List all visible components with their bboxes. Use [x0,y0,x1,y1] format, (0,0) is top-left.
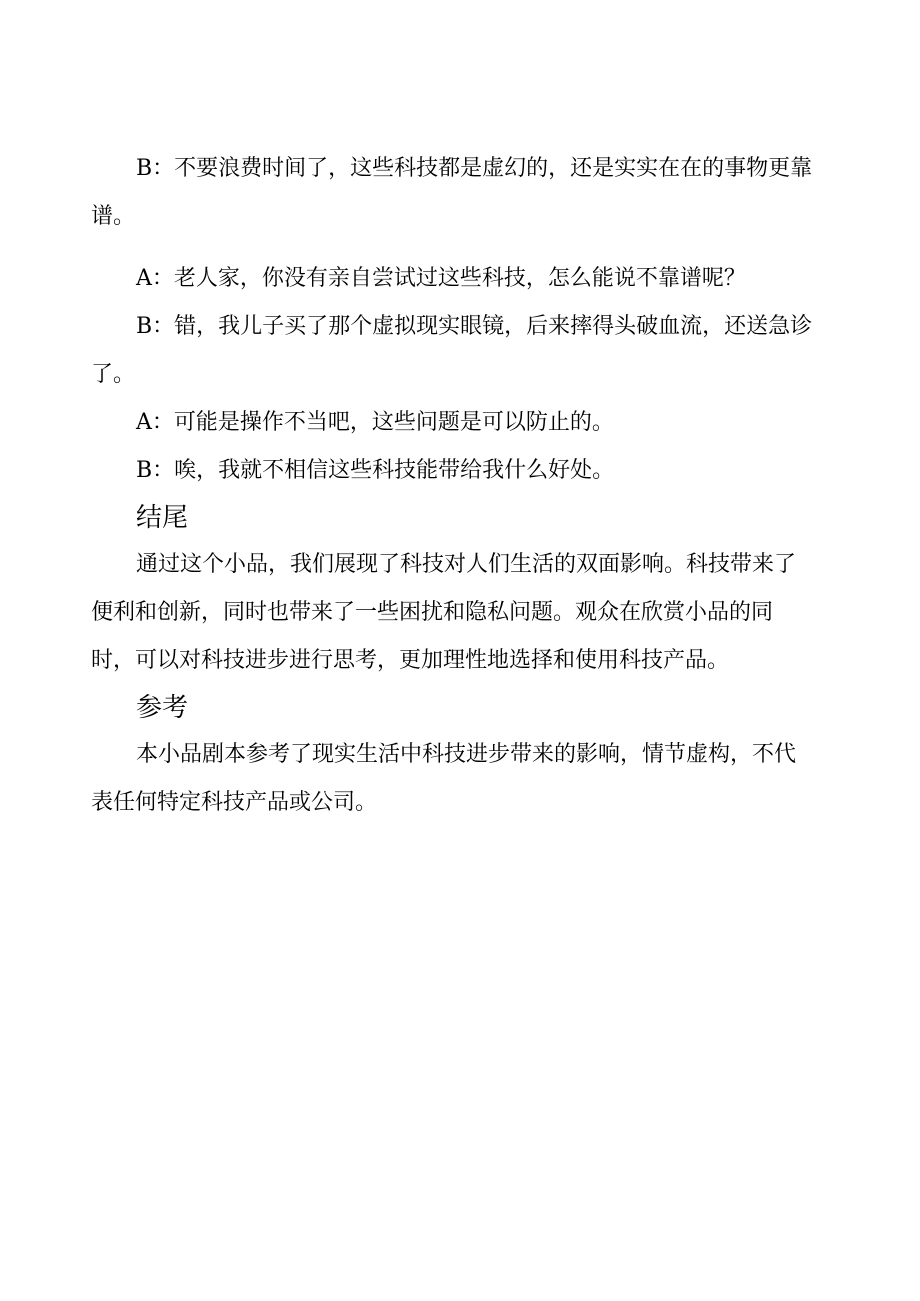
dialogue-line-a2: A：可能是操作不当吧，这些问题是可以防止的。 [136,410,614,435]
reference-heading: 参考 [136,693,189,723]
dialogue-line-b3: B：唉，我就不相信这些科技能带给我什么好处。 [136,458,615,483]
dialogue-line-a1: A：老人家，你没有亲自尝试过这些科技，怎么能说不靠谱呢？ [136,266,746,291]
document-body [91,145,816,827]
ending-paragraph: 通过这个小品，我们展现了科技对人们生活的双面影响。科技带来了便利和创新，同时也带来了一些困扰和隐私问题。观众在欣赏小品的同时，可以对科技进步进行思考，更加理性地选择和使用科技产品。 [91,552,797,673]
reference-paragraph: 本小品剧本参考了现实生活中科技进步带来的影响，情节虚构，不代表任何特定科技产品或公司。 [91,742,797,815]
ending-heading: 结尾 [136,503,189,533]
dialogue-line-b2: B：错，我儿子买了那个虚拟现实眼镜，后来摔得头破血流，还送急诊了。 [91,314,813,387]
dialogue-line-b1: B：不要浪费时间了，这些科技都是虚幻的，还是实实在在的事物更靠谱。 [91,156,813,229]
